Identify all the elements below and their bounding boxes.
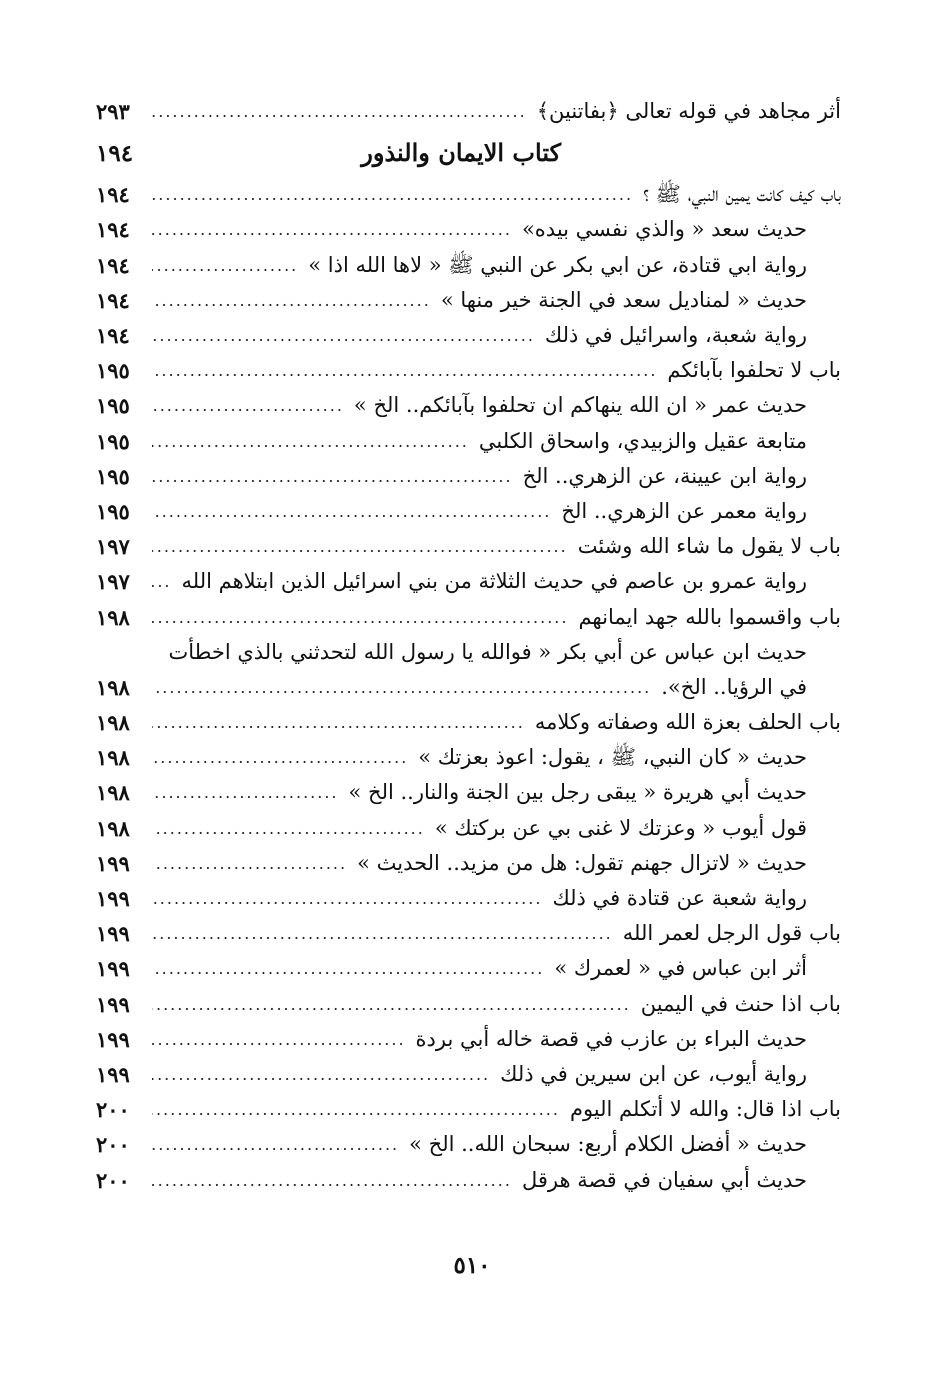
dot-leader xyxy=(152,713,525,732)
toc-entry xyxy=(96,916,841,951)
toc-entry-title: حديث أبي هريرة « يبقى رجل بين الجنة والنار.. الخ » xyxy=(348,780,807,805)
toc-entry xyxy=(96,494,841,529)
toc-entry-page: ١٩٥ xyxy=(96,393,130,419)
toc-entry-page: ٢٠٠ xyxy=(96,1097,130,1123)
dot-leader xyxy=(152,995,631,1014)
dot-leader xyxy=(152,819,425,838)
toc-entry-page: ١٩٩ xyxy=(96,956,130,982)
toc-entry-title: في الرؤيا.. الخ». xyxy=(661,674,807,699)
toc-entry-page: ١٩٩ xyxy=(96,921,130,947)
dot-leader xyxy=(152,1135,399,1154)
toc-entry-title: رواية شعبة عن قتادة في ذلك xyxy=(552,886,807,911)
toc-entry-title: حديث عمر « ان الله ينهاكم ان تحلفوا بآبائكم.. الخ » xyxy=(353,393,807,418)
toc-entry-page: ١٩٤ xyxy=(96,217,130,243)
dot-leader xyxy=(152,256,298,275)
dot-leader xyxy=(152,185,633,204)
toc-entry-title: رواية ابي قتادة، عن ابي بكر عن النبي ﷺ « لاها الله اذا » xyxy=(308,252,807,277)
toc-entry-title: حديث ابن عباس عن أبي بكر « فوالله يا رسول الله لتحدثني بالذي اخطأت xyxy=(168,639,807,664)
page-number: ٥١٠ xyxy=(453,1252,491,1279)
toc-entry xyxy=(96,424,841,459)
toc-entry-title: حديث « أفضل الكلام أربع: سبحان الله.. الخ » xyxy=(409,1132,807,1157)
toc-entry-title: باب اذا حنث في اليمين xyxy=(640,991,841,1016)
toc-entry xyxy=(96,529,841,564)
toc-entry-page: ١٩٩ xyxy=(96,886,130,912)
toc-entry-page: ١٩٩ xyxy=(96,1026,130,1052)
toc-entry xyxy=(96,1057,841,1092)
toc-entry xyxy=(96,635,841,670)
toc-entry xyxy=(96,951,841,986)
toc-entry xyxy=(96,775,841,810)
dot-leader xyxy=(152,1065,490,1084)
dot-leader xyxy=(152,854,347,873)
toc-entry-page: ١٩٨ xyxy=(96,674,130,700)
dot-leader xyxy=(152,748,408,767)
toc-entry-page: ١٩٨ xyxy=(96,745,130,771)
dot-leader xyxy=(152,959,544,978)
toc-entry xyxy=(96,459,841,494)
toc-entry xyxy=(96,388,841,423)
toc-entry xyxy=(96,248,841,283)
dot-leader xyxy=(152,502,551,521)
toc-entry-page: ١٩٨ xyxy=(96,780,130,806)
toc-entry-page: ١٩٤ xyxy=(96,287,130,313)
toc-entry xyxy=(96,881,841,916)
toc-entry-page: ١٩٨ xyxy=(96,604,130,630)
toc-entry xyxy=(96,670,841,705)
table-of-contents xyxy=(96,94,841,1198)
toc-entry-title: باب اذا قال: والله لا أتكلم اليوم xyxy=(569,1097,841,1122)
toc-entry-title: حديث « لمناديل سعد في الجنة خير منها » xyxy=(440,287,807,312)
toc-entry-title: حديث « لاتزال جهنم تقول: هل من مزيد.. الحديث » xyxy=(357,850,807,875)
toc-entry xyxy=(96,283,841,318)
toc-entry-title: رواية أيوب، عن ابن سيرين في ذلك xyxy=(500,1061,807,1086)
toc-entry-page: ١٩٩ xyxy=(96,991,130,1017)
toc-entry-title: حديث « كان النبي، ﷺ ، يقول: اعوذ بعزتك » xyxy=(418,745,807,770)
toc-entry xyxy=(96,318,841,353)
dot-leader xyxy=(152,783,339,802)
toc-entry xyxy=(96,740,841,775)
toc-entry xyxy=(96,846,841,881)
toc-entry-page: ١٩٥ xyxy=(96,428,130,454)
toc-entry-page: ١٩٧ xyxy=(96,569,130,595)
dot-leader xyxy=(152,291,431,310)
toc-entry-page: ٢٩٣ xyxy=(96,99,130,125)
dot-leader xyxy=(152,1100,560,1119)
toc-entry-page: ١٩٤ xyxy=(96,252,130,278)
toc-entry-page: ١٩٧ xyxy=(96,534,130,560)
dot-leader xyxy=(152,432,469,451)
toc-entry-title: حديث سعد « والذي نفسي بيده» xyxy=(521,217,807,242)
toc-entry-page: ١٩٨ xyxy=(96,710,130,736)
toc-entry xyxy=(96,94,841,129)
toc-entry-title: رواية شعبة، واسرائيل في ذلك xyxy=(544,323,807,348)
toc-entry-title: قول أيوب « وعزتك لا غنى بي عن بركتك » xyxy=(434,815,807,840)
dot-leader xyxy=(152,537,568,556)
dot-leader xyxy=(152,1171,512,1190)
dot-leader xyxy=(152,326,535,345)
toc-entry-page: ١٩٩ xyxy=(96,850,130,876)
dot-leader xyxy=(152,102,527,121)
toc-entry xyxy=(96,353,841,388)
toc-entry xyxy=(96,564,841,599)
toc-entry-page: ١٩٨ xyxy=(96,815,130,841)
dot-leader xyxy=(152,220,512,239)
toc-entry-title: باب الحلف بعزة الله وصفاته وكلامه xyxy=(534,710,841,735)
dot-leader xyxy=(152,467,513,486)
toc-entry-title: حديث البراء بن عازب في قصة خاله أبي بردة xyxy=(415,1026,807,1051)
toc-entry-title: رواية ابن عيينة، عن الزهري.. الخ xyxy=(522,463,807,488)
dot-leader xyxy=(152,572,172,591)
toc-entry xyxy=(96,1127,841,1162)
toc-entry-title: أثر ابن عباس في « لعمرك » xyxy=(554,956,807,981)
toc-entry-page: ١٩٥ xyxy=(96,463,130,489)
toc-entry xyxy=(96,811,841,846)
toc-entry-page: ١٩٩ xyxy=(96,1061,130,1087)
dot-leader xyxy=(152,924,613,943)
toc-entry-page: ١٩٤ xyxy=(96,323,130,349)
toc-entry-page: ١٩٥ xyxy=(96,358,130,384)
toc-entry xyxy=(96,987,841,1022)
toc-entry-page: ١٩٥ xyxy=(96,498,130,524)
dot-leader xyxy=(152,1030,406,1049)
toc-entry-page: ٢٠٠ xyxy=(96,1132,130,1158)
dot-leader xyxy=(152,678,651,697)
toc-entry xyxy=(96,1162,841,1197)
toc-entry-title: باب لا يقول ما شاء الله وشئت xyxy=(577,534,841,559)
toc-entry xyxy=(96,599,841,634)
dot-leader xyxy=(152,889,542,908)
dot-leader xyxy=(152,396,344,415)
toc-entry-title: باب واقسموا بالله جهد ايمانهم xyxy=(578,604,841,629)
section-heading xyxy=(96,129,841,177)
toc-entry-page: ١٩٤ xyxy=(96,139,134,167)
toc-entry-title: متابعة عقيل والزبيدي، واسحاق الكلبي xyxy=(478,428,807,453)
toc-entry-title: رواية عمرو بن عاصم في حديث الثلاثة من بني اسرائيل الذين ابتلاهم الله xyxy=(181,569,807,594)
toc-entry-title: أثر مجاهد في قوله تعالى ﴿بفاتنين﴾ xyxy=(536,99,841,124)
toc-entry xyxy=(96,1092,841,1127)
toc-entry-page: ١٩٤ xyxy=(96,182,130,208)
toc-entry-page: ٢٠٠ xyxy=(96,1167,130,1193)
toc-entry xyxy=(96,212,841,247)
toc-entry xyxy=(96,705,841,740)
toc-entry xyxy=(96,1022,841,1057)
toc-entry-title: باب كيف كانت يمين النبي، ﷺ ؟ xyxy=(643,182,841,207)
toc-entry-title: باب لا تحلفوا بآبائكم xyxy=(667,358,841,383)
toc-entry-title: رواية معمر عن الزهري.. الخ xyxy=(561,498,807,523)
toc-entry xyxy=(96,177,841,212)
dot-leader xyxy=(152,361,657,380)
dot-leader xyxy=(152,608,568,627)
toc-entry-title: باب قول الرجل لعمر الله xyxy=(622,921,841,946)
toc-entry-title: حديث أبي سفيان في قصة هرقل xyxy=(521,1167,807,1192)
toc-entry-title: كتاب الايمان والنذور xyxy=(361,138,561,168)
